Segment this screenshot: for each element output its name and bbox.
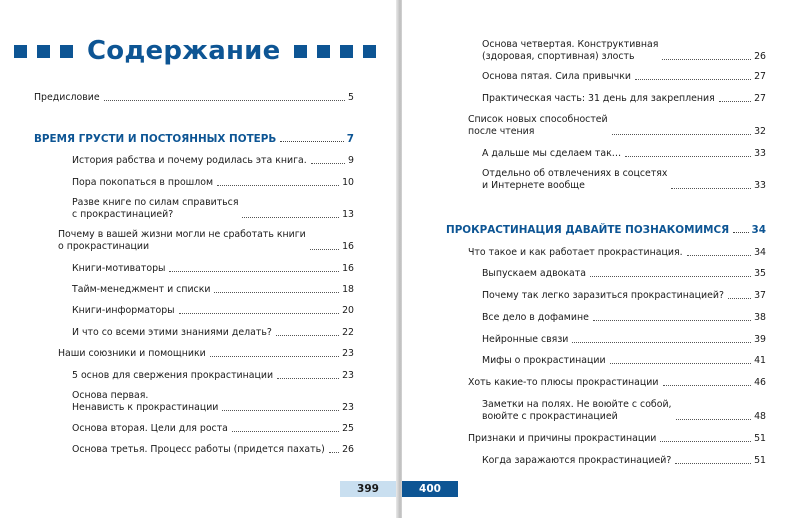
decor-square-icon xyxy=(363,45,376,58)
toc-entry[interactable] xyxy=(468,247,766,259)
toc-entry-page: 23 xyxy=(342,348,354,359)
toc-entry-page: 33 xyxy=(754,148,766,159)
toc-entry-text: Тайм-менеджмент и списки xyxy=(72,284,211,295)
toc-entry-page: 18 xyxy=(342,284,354,295)
toc-entry[interactable] xyxy=(482,290,766,302)
toc-entry-page: 13 xyxy=(342,209,354,220)
toc-entry[interactable] xyxy=(72,327,354,339)
toc-entry-page: 22 xyxy=(342,327,354,338)
toc-entry-page: 26 xyxy=(342,444,354,455)
toc-entry-page: 27 xyxy=(754,71,766,82)
toc-entry-page: 48 xyxy=(754,411,766,422)
toc-entry-page: 35 xyxy=(754,268,766,279)
toc-section-heading[interactable] xyxy=(34,133,354,145)
toc-entry-text: Книги-мотиваторы xyxy=(72,263,166,274)
toc-entry-page: 33 xyxy=(754,180,766,191)
toc-entry-text: Список новых способностей после чтения xyxy=(468,114,608,137)
toc-entry-page: 38 xyxy=(754,312,766,323)
toc-entry-page: 46 xyxy=(754,377,766,388)
toc-entry-text: Признаки и причины прокрастинации xyxy=(468,433,657,444)
toc-entry[interactable] xyxy=(72,423,354,435)
toc-entry[interactable] xyxy=(468,114,766,138)
decor-square-icon xyxy=(340,45,353,58)
decor-square-icon xyxy=(14,45,27,58)
toc-entry-text: Что такое и как работает прокрастинация. xyxy=(468,247,683,258)
toc-entry[interactable] xyxy=(482,268,766,280)
toc-entry[interactable] xyxy=(482,455,766,467)
toc-entry-text: И что со всеми этими знаниями делать? xyxy=(72,327,272,338)
toc-entry-text: История рабства и почему родилась эта книга. xyxy=(72,155,307,166)
toc-entry-page: 39 xyxy=(754,334,766,345)
toc-entry[interactable] xyxy=(72,263,354,275)
toc-entry-page: 20 xyxy=(342,305,354,316)
toc-entry[interactable] xyxy=(482,71,766,83)
toc-entry-text: Разве книге по силам справиться с прокрастинацией? xyxy=(72,197,239,220)
toc-entry-text: Все дело в дофамине xyxy=(482,312,589,323)
toc-entry-page: 51 xyxy=(754,433,766,444)
toc-section-heading[interactable] xyxy=(446,224,766,236)
toc-entry-page: 26 xyxy=(754,51,766,62)
toc-entry-text: 5 основ для свержения прокрастинации xyxy=(72,370,274,381)
toc-entry-text: Основа пятая. Сила привычки xyxy=(482,71,631,82)
page-title: Содержание xyxy=(87,36,281,66)
toc-entry-page: 7 xyxy=(346,133,354,145)
toc-entry-preface[interactable] xyxy=(34,92,354,104)
toc-entry[interactable] xyxy=(482,39,766,63)
right-page xyxy=(402,0,800,518)
toc-entry-page: 5 xyxy=(348,92,354,103)
toc-entry[interactable] xyxy=(72,370,354,382)
toc-entry[interactable] xyxy=(482,312,766,324)
toc-entry-text: Пора покопаться в прошлом xyxy=(72,177,214,188)
toc-entry[interactable] xyxy=(72,444,354,456)
decor-square-icon xyxy=(60,45,73,58)
toc-entry-text: Основа вторая. Цели для роста xyxy=(72,423,228,434)
toc-entry-page: 34 xyxy=(754,247,766,258)
toc-entry-page: 10 xyxy=(342,177,354,188)
decor-square-icon xyxy=(294,45,307,58)
toc-entry[interactable] xyxy=(58,229,354,253)
decor-square-icon xyxy=(317,45,330,58)
toc-entry-text: А дальше мы сделаем так… xyxy=(482,148,622,159)
toc-entry[interactable] xyxy=(72,284,354,296)
toc-entry-page: 51 xyxy=(754,455,766,466)
toc-entry[interactable] xyxy=(468,377,766,389)
toc-entry-text: Книги-информаторы xyxy=(72,305,175,316)
toc-entry[interactable] xyxy=(482,168,766,192)
toc-entry-text: Наши союзники и помощники xyxy=(58,348,206,359)
toc-entry[interactable] xyxy=(482,334,766,346)
toc-entry-text: Когда заражаются прокрастинацией? xyxy=(482,455,672,466)
left-page xyxy=(0,0,398,518)
toc-entry-text: Основа четвертая. Конструктивная (здоровая, спортивная) злость xyxy=(482,39,659,62)
toc-entry[interactable] xyxy=(72,197,354,221)
toc-entry-page: 16 xyxy=(342,241,354,252)
toc-entry[interactable] xyxy=(72,155,354,167)
decor-square-icon xyxy=(37,45,50,58)
page-number-right: 400 xyxy=(402,481,458,497)
toc-entry-text: Основа третья. Процесс работы (придется пахать) xyxy=(72,444,325,455)
toc-entry-text: Почему в вашей жизни могли не сработать книги о прокрастинации xyxy=(58,229,306,252)
toc-entry-page: 23 xyxy=(342,370,354,381)
toc-entry-page: 34 xyxy=(751,224,766,236)
toc-entry-text: Выпускаем адвоката xyxy=(482,268,586,279)
toc-entry[interactable] xyxy=(468,433,766,445)
toc-entry-text: Практическая часть: 31 день для закрепления xyxy=(482,93,715,104)
toc-entry-page: 9 xyxy=(348,155,354,166)
toc-entry-page: 16 xyxy=(342,263,354,274)
toc-entry-page: 27 xyxy=(754,93,766,104)
toc-entry-page: 41 xyxy=(754,355,766,366)
toc-entry-text: Основа первая. Ненависть к прокрастинации xyxy=(72,390,219,413)
toc-entry[interactable] xyxy=(58,348,354,360)
toc-entry-page: 23 xyxy=(342,402,354,413)
toc-entry-text: Отдельно об отвлечениях в соцсетях и Интернете вообще xyxy=(482,168,668,191)
toc-entry[interactable] xyxy=(482,148,766,160)
toc-header xyxy=(14,36,386,66)
toc-entry[interactable] xyxy=(482,93,766,105)
toc-entry[interactable] xyxy=(72,390,354,414)
toc-entry[interactable] xyxy=(482,355,766,367)
toc-entry-text: Заметки на полях. Не воюйте с собой, воюйте с прокрастинацией xyxy=(482,399,672,422)
toc-entry[interactable] xyxy=(482,399,766,423)
toc-entry-text: Предисловие xyxy=(34,92,100,103)
toc-entry-page: 37 xyxy=(754,290,766,301)
toc-entry-text: Мифы о прокрастинации xyxy=(482,355,606,366)
page-number-left: 399 xyxy=(340,481,396,497)
toc-entry-text: ПРОКРАСТИНАЦИЯ ДАВАЙТЕ ПОЗНАКОМИМСЯ xyxy=(446,224,730,236)
toc-entry-text: Нейронные связи xyxy=(482,334,569,345)
toc-entry-page: 25 xyxy=(342,423,354,434)
toc-entry-text: ВРЕМЯ ГРУСТИ И ПОСТОЯННЫХ ПОТЕРЬ xyxy=(34,133,277,145)
toc-entry[interactable] xyxy=(72,305,354,317)
toc-entry-text: Почему так легко заразиться прокрастинацией? xyxy=(482,290,724,301)
toc-entry-page: 32 xyxy=(754,126,766,137)
toc-entry-text: Хоть какие-то плюсы прокрастинации xyxy=(468,377,659,388)
toc-entry[interactable] xyxy=(72,177,354,189)
